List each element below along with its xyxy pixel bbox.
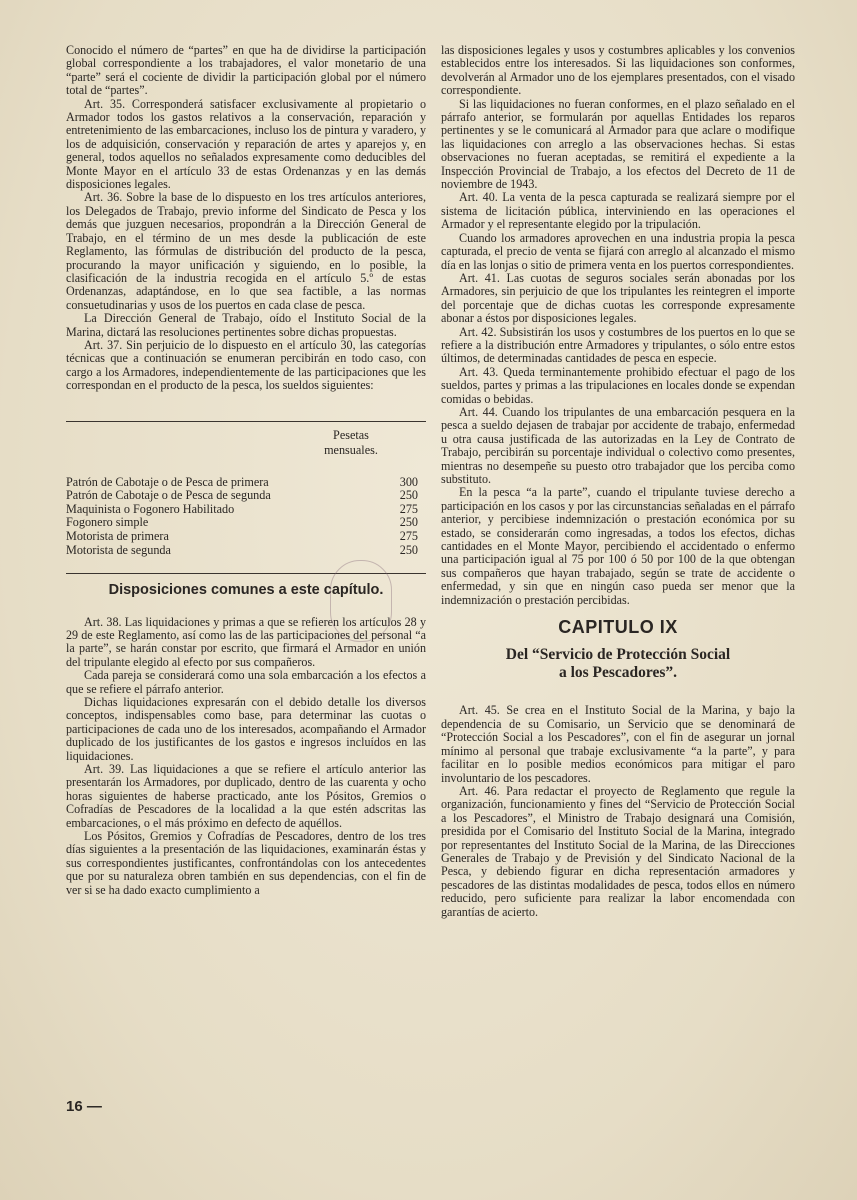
paragraph: En la pesca “a la parte”, cuando el tripulante tuviese derecho a participación en los casos y por las circunstancias señaladas en el párrafo anterior, y percibiese indemnización o prestación económica por su estado, se considerarán como ingresadas, a todos los efectos, dichas cantidades en el Monte Mayor, percibiendo el accidentado o enfermo una participación igual al 75 por 100 ó 50 por 100 de la que obtengan sus compañeros que hayan trabajado, según se trate de accidente o enfermedad, y sin que en ningún caso pueda ser menor que la indemnización o prestación percibidas. [441,485,795,607]
chapter-subtitle [441,646,795,682]
right-column [441,44,795,919]
paragraph: Art. 36. Sobre la base de lo dispuesto en los tres artículos anteriores, los Delegados de Trabajo, previo informe del Sindicato de Pesca y los demás que juzguen necesarios, propondrán a la Dirección General de Trabajo, en el término de un mes desde la publicación de este Reglamento, las fórmulas de distribución del producto de la pesca, procurando la mayor unificación y siguiendo, en lo posible, la clasificación de la industria recogida en el artículo 5.º de estas Ordenanzas, adaptándose, en lo que sea factible, a las normas consuetudinarias y usos de los puertos en cada clase de pesca. [66,190,426,312]
page-number: 16 — [66,1098,102,1115]
paragraph: las disposiciones legales y usos y costumbres aplicables y los convenios establecidos entre los interesados. Si las liquidaciones son conformes, devolverán al Armador uno de los ejemplares presentados, con el visado correspondiente. [441,43,795,98]
table-row [66,489,426,503]
salary-table [66,428,426,558]
row-value: 250 [399,515,418,530]
table-row [66,544,426,558]
paragraph: Art. 35. Corresponderá satisfacer exclusivamente al propietario o Armador todos los gastos relativos a la conservación, reparación y entretenimiento de las embarcaciones, incluso los de pintura y varadero, y los de adquisición, conservación y reparación de artes y aparejos y, en general, todos aquellos no señalados expresamente como deducibles del Monte Mayor en el artículo 33 de estas Ordenanzas y en las demás disposiciones legales. [66,96,426,192]
paragraph: Los Pósitos, Gremios y Cofradías de Pescadores, dentro de los tres días siguientes a la presentación de las liquidaciones, examinarán éstas y sus correspondientes justificantes, confrontándolas con los antecedentes que por su naturaleza obren también en sus dependencias, con el fin de ver si se ha dado exacto cumplimiento a [66,829,426,897]
table-top-rule [66,421,426,422]
paragraph: Art. 42. Subsistirán los usos y costumbres de los puertos en lo que se refiere a la distribución entre Armadores y tripulantes, o sólo entre estos últimos, de determinadas cantidades de pesca en especie. [441,324,795,366]
table-row [66,476,426,490]
row-label: Maquinista o Fogonero Habilitado [66,501,235,516]
paragraph: Cuando los armadores aprovechen en una industria propia la pesca capturada, el precio de venta se fijará con arreglo al alcanzado el mismo día en las lonjas o sitio de primera venta en los puertos correspondientes. [441,230,795,272]
paragraph: Art. 43. Queda terminantemente prohibido efectuar el pago de los sueldos, partes y primas a las tripulaciones en locales donde se expendan comidas o bebidas. [441,364,795,406]
row-value: 275 [399,528,418,543]
row-label: Motorista de primera [66,528,169,543]
row-label: Patrón de Cabotaje o de Pesca de segunda [66,488,271,503]
row-value: 275 [399,501,418,516]
paragraph: Art. 44. Cuando los tripulantes de una embarcación pesquera en la pesca a sueldo dejasen de trabajar por accidente de trabajo, enfermedad u otra causa justificada de las autorizadas en la Ley de Contrato de Trabajo, percibirán su porcentaje individual o colectivo como presentes, mientras no desempeñe su puesto otro trabajador que los perciba como substituto. [441,404,795,486]
paragraph: Art. 37. Sin perjuicio de lo dispuesto en el artículo 30, las categorías técnicas que a continuación se enumeran percibirán en todo caso, con cargo a los Armadores, independientemente de las participaciones que les correspondan en el producto de la pesca, los sueldos siguientes: [66,337,426,393]
paragraph: Cada pareja se considerará como una sola embarcación a los efectos a que se refiere el párrafo anterior. [66,668,426,696]
table-header: Pesetas mensuales. [324,427,378,457]
table-row [66,530,426,544]
table-row [66,516,426,530]
paragraph: Dichas liquidaciones expresarán con el debido detalle los diversos conceptos, indispensables como base, para determinar las cuotas o participaciones de cada uno de los interesados, acompañando el Armador duplicado de los justificantes de los gastos e ingresos incluídos en las liquidaciones. [66,694,426,763]
row-value: 250 [399,488,418,503]
library-stamp-mark [330,560,392,642]
paragraph: Art. 41. Las cuotas de seguros sociales serán abonadas por los Armadores, sin perjuicio de que los tripulantes les reintegren el importe del porcentaje que de dichas cuotas les corresponde expresamente abonar a éstos por disposiciones legales. [441,270,795,326]
paragraph: Art. 45. Se crea en el Instituto Social de la Marina, y bajo la dependencia de su Comisario, un Servicio que se denominará de “Protección Social a los Pescadores”, con el fin de asegurar un jornal mínimo al personal que trabaje exclusivamente “a la parte”, y para facilitar en lo posible medios económicos para mitigar el paro involuntario de los pescadores. [441,703,795,785]
subtitle-line: Del “Servicio de Protección Social [505,646,731,664]
row-value: 300 [399,474,418,489]
section-title: Disposiciones comunes a este capítulo. [108,582,384,599]
chapter-heading: CAPITULO IX [558,617,678,638]
paragraph: La Dirección General de Trabajo, oído el Instituto Social de la Marina, dictará las resoluciones pertinentes sobre dichas propuestas. [66,311,426,339]
row-label: Motorista de segunda [66,542,171,557]
subtitle-line: a los Pescadores”. [558,664,678,682]
paragraph: Art. 39. Las liquidaciones a que se refiere el artículo anterior las presentarán los Armadores, por duplicado, dentro de las cuarenta y ocho horas siguientes de haberse practicado, ante los Pósitos, Gremios o Cofradías de Pescadores de la localidad a la que estén adscritas las embarcaciones, o el más próximo en defecto de aquéllos. [66,762,426,830]
paragraph: Conocido el número de “partes” en que ha de dividirse la participación global correspondiente a los trabajadores, el valor monetario de una “parte” será el cociente de dividir la participación global por el número total de “partes”. [66,43,426,98]
paragraph: Art. 40. La venta de la pesca capturada se realizará siempre por el sistema de licitación pública, interviniendo en las operaciones el Armador y el representante elegido por la tripulación. [441,190,795,232]
table-row [66,503,426,517]
row-value: 250 [399,542,418,557]
paragraph: Art. 38. Las liquidaciones y primas a que se refieren los artículos 28 y 29 de este Reglamento, así como las de las participaciones del personal “a la parte”, se harán constar por escrito, que firmará el Armador en unión del tripulante elegido al efecto por sus compañeros. [66,614,426,669]
left-column [66,44,426,897]
row-label: Fogonero simple [66,515,149,530]
row-label: Patrón de Cabotaje o de Pesca de primera [66,474,269,489]
paragraph: Art. 46. Para redactar el proyecto de Reglamento que regule la organización, funcionamiento y fines del “Servicio de Protección Social a los Pescadores”, el Ministro de Trabajo designará una Comisión, presidida por el Comisario del Instituto Social de la Marina, integrado por representantes del Instituto Social de la Marina, de las Direcciones Generales de Trabajo y de Previsión y del Sindicato Nacional de la Pesca, y debiendo figurar en dicha representación armadores y pescadores de las distintas modalidades de pesca, todos ellos en número reducido, pero suficiente para realizar la labor encomendada con garantías de acierto. [441,783,795,919]
paragraph: Si las liquidaciones no fueran conformes, en el plazo señalado en el párrafo anterior, se formularán por aquellas Entidades los reparos pertinentes y se le comunicará al Armador para que aclare o modifique las liquidaciones con arreglo a las observaciones hechas. Si estas observaciones no fueran aceptadas, se remitirá el expediente a la Inspección Provincial de Trabajo, a los efectos del Decreto de 11 de noviembre de 1943. [441,96,795,192]
